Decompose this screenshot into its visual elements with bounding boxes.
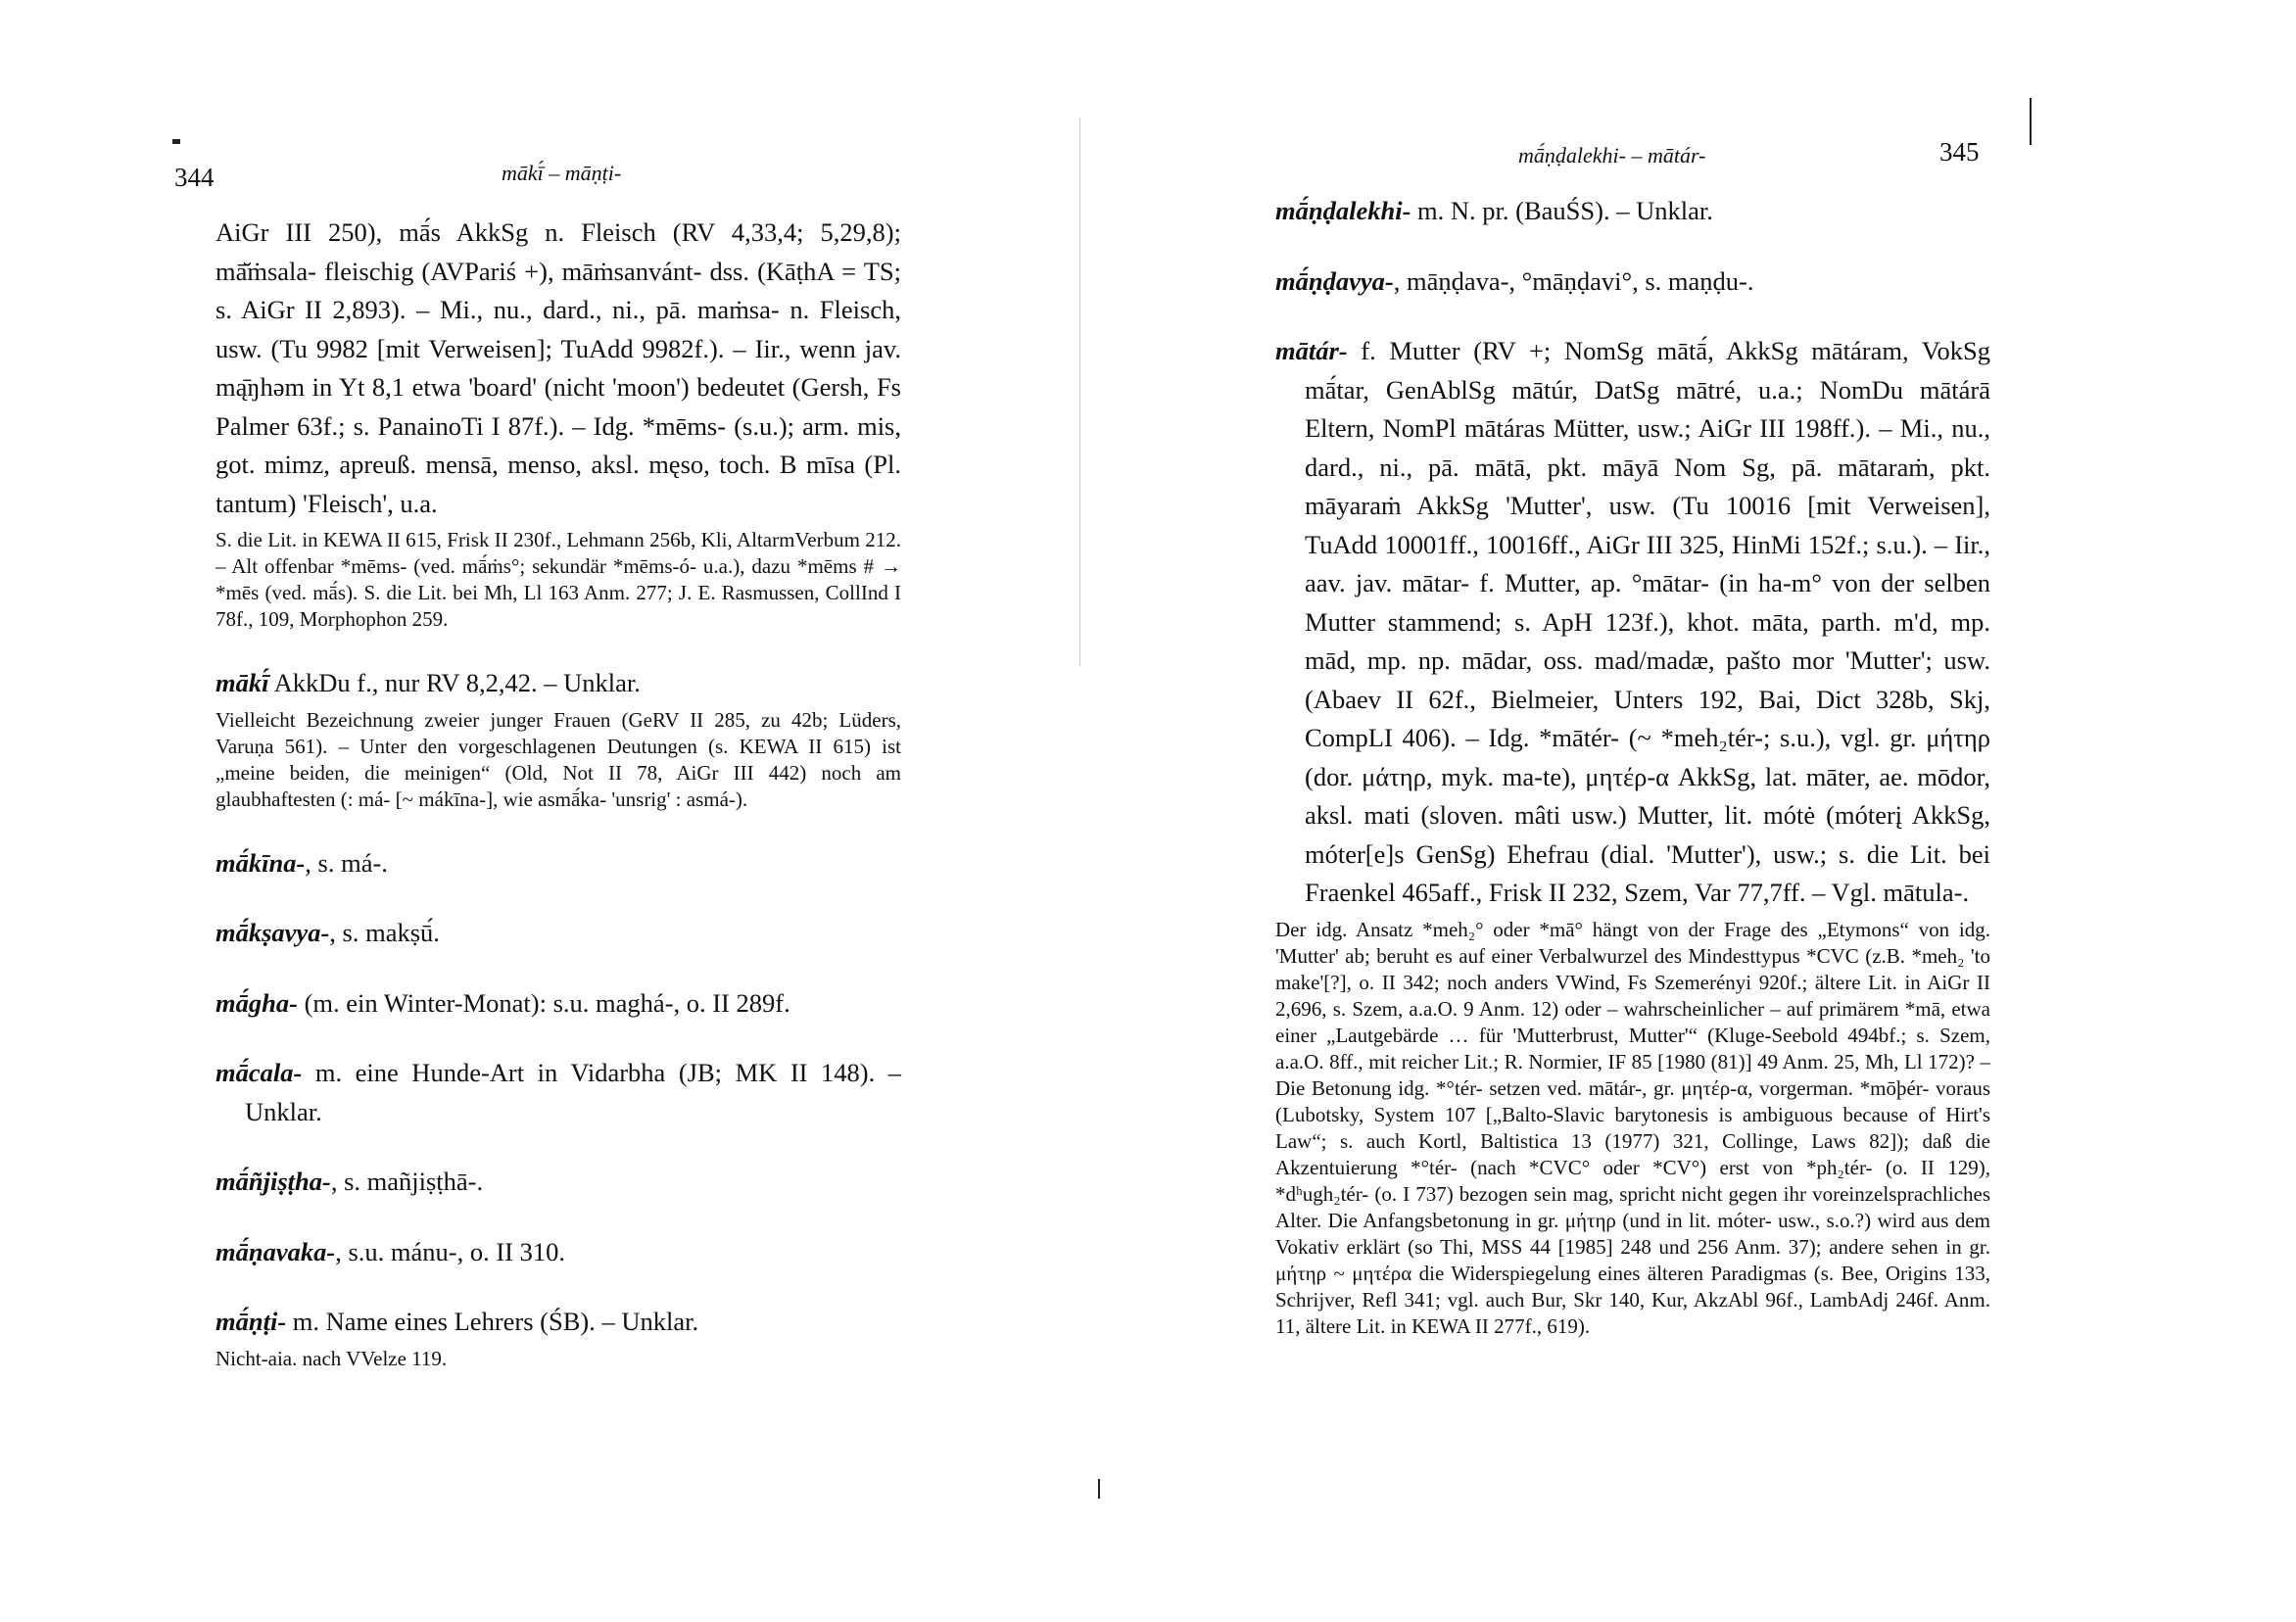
entry-text: f. Mutter (RV +; NomSg mātā́, AkkSg mātáram, VokSg mā́tar, GenAblSg mātúr, DatSg mātré, u.a.; NomDu mātárā Eltern, NomPl mātáras Mütter, usw.; AiGr III 198ff.). – Mi., nu., dard., ni., pā. mātā, pkt. māyā Nom Sg, pā. mātaraṁ, pkt. māyaraṁ AkkSg 'Mutter', usw. (Tu 10016 [mit Verweisen], TuAdd 10001ff., 10016ff., AiGr III 325, HinMi 152f.; s.u.). – Iir., aav. jav. mātar- f. Mutter, ap. °mātar- (in ha-m° von der selben Mutter stammend; s. ApH 123f.), khot. māta, parth. m'd, mp. mād, mp. np. mādar, oss. mad/madæ, pašto mor 'Mutter'; usw. (Abaev II 62f., Bielmeier, Unters 192, Bai, Dict 328b, Skj, CompLI 406). – Idg. *mātér- (~ *meh₂tér-; s.u.), vgl. gr. μήτηρ (dor. μάτηρ, myk. ma-te), μητέρ-α AkkSg, lat. māter, ae. mōdor, aksl. mati (sloven. mâti usw.) Mutter, lit. mótė (móterį AkkSg, móter[e]s GenSg) Ehefrau (dial. 'Mutter'), usw.; s. die Lit. bei Fraenkel 465aff., Frisk II 232, Szem, Var 77,7ff. – Vgl. mātula-. <box>1305 336 1990 907</box>
entry-gap <box>215 633 901 664</box>
dictionary-entry <box>215 1163 901 1202</box>
entry-text: AkkDu f., nur RV 8,2,42. – Unklar. <box>268 668 641 697</box>
dictionary-entry <box>1275 192 1990 231</box>
dictionary-entry <box>1275 332 1990 913</box>
note-paragraph: S. die Lit. in KEWA II 615, Frisk II 230f., Lehmann 256b, Kli, AltarmVerbum 212. – Alt offenbar *mēms- (ved. mā́ṁs°; sekundär *mēms-ó- u.a.), dazu *mēms # → *mēs (ved. mā́s). S. die Lit. bei Mh, Ll 163 Anm. 277; J. E. Rasmussen, CollInd I 78f., 109, Morphophon 259. <box>215 528 901 631</box>
entry-lemma: mā́ṇavaka- <box>215 1236 336 1266</box>
entry-gap <box>215 1023 901 1054</box>
left-page <box>0 0 1117 1622</box>
entry-gap <box>215 953 901 984</box>
entry-lemma: mātár- <box>1275 336 1348 365</box>
entry-lemma: mā́ñjiṣṭha- <box>215 1167 331 1196</box>
entry-lemma: mā́kīna- <box>215 847 306 878</box>
note-paragraph: Vielleicht Bezeichnung zweier junger Frauen (GeRV II 285, zu 42b; Lüders, Varuṇa 561). – Unter den vorgeschlagenen Deutungen (s. KEWA II 615) ist „meine beiden, die meinigen“ (Old, Not II 78, AiGr III 442) noch am glaubhaftesten (: má- [~ mákīna-], wie asmā́ka- 'unsrig' : asmá-). <box>215 707 901 811</box>
entry-text: m. eine Hunde-Art in Vidarbha (JB; MK II 148). – Unklar. <box>245 1058 901 1126</box>
entry-lemma: mā́gha- <box>215 987 298 1018</box>
entry-text: , s. má-. <box>305 847 388 878</box>
entry-gap <box>215 1202 901 1233</box>
entry-text: m. N. pr. (BauŚS). – Unklar. <box>1411 196 1713 225</box>
entry-text: , s.u. mánu-, o. II 310. <box>335 1236 565 1266</box>
dictionary-entry <box>215 664 901 703</box>
note-paragraph: Der idg. Ansatz *meh₂° oder *mā° hängt von der Frage des „Etymons“ von idg. 'Mutter' ab; beruht es auf einer Verbalwurzel des Mindesttypus *CVC (z.B. *meh₂ 'to make'[?], o. II 342; noch anders VWind, Fs Szemerényi 920f.; ältere Lit. in AiGr II 2,696, s. Szem, a.a.O. 9 Anm. 12) oder – wahrscheinlicher – auf primärem *mā, etwa einer „Lautgebärde … für 'Mutterbrust, Mutter'“ (Kluge-Seebold 494bf.; s. Szem, a.a.O. 8ff., mit reicher Lit.; R. Normier, IF 85 [1980 (81)] 49 Anm. 25, Mh, Ll 172)? – Die Betonung idg. *°tér- setzen ved. mātár-, gr. μητέρ-α, vorgerman. *mōþér- voraus (Lubotsky, System 107 [„Balto-Slavic barytonesis is ambiguous because of Hirt's Law“; s. auch Kortl, Baltistica 13 (1977) 321, Collinge, Laws 82]); daß die Akzentuierung *°tér- (nach *CVC° oder *CV°) erst von *ph₂tér- (o. II 129), *dʰugh₂tér- (o. I 737) bezogen sein mag, spricht nicht gegen ihr voreinzelsprachliches Alter. Die Anfangsbetonung in gr. μήτηρ (und in lit. móter- usw., s.o.?) wird aus dem Vokativ erklärt (so Thi, MSS 44 [1985] 248 und 256 Anm. 37); andere sehen in gr. μήτηρ ~ μητέρα die Widerspiegelung eines älteren Paradigmas (s. Bee, Origins 133, Schrijver, Refl 341; vgl. auch Bur, Skr 140, Kur, AkzAbl 96f., LambAdj 246f. Anm. 11, ältere Lit. in KEWA II 277f., 619). <box>1275 917 1990 1338</box>
entry-lemma: mā́ṇḍavya- <box>1275 265 1394 296</box>
entry-lemma: mā́ṇṭi- <box>215 1307 287 1336</box>
entry-gap <box>1275 301 1990 332</box>
page-number: 345 <box>1939 137 1980 167</box>
entry-lemma: mā́cala- <box>215 1058 303 1087</box>
right-body <box>1275 192 1990 1340</box>
entry-text: , māṇḍava-, °māṇḍavi°, s. maṇḍu-. <box>1393 265 1754 296</box>
entry-gap <box>215 813 901 844</box>
dictionary-entry <box>215 984 901 1024</box>
entry-text: m. Name eines Lehrers (ŚB). – Unklar. <box>286 1307 699 1336</box>
dictionary-entry <box>215 1054 901 1131</box>
entry-lemma: mā́kṣavya- <box>215 918 330 947</box>
dictionary-entry <box>215 1233 901 1272</box>
dictionary-entry <box>215 1303 901 1342</box>
running-head: mākī́ – māṇṭi- <box>502 161 622 185</box>
entry-text: , s. mañjiṣṭhā-. <box>330 1167 484 1196</box>
entry-text: (m. ein Winter-Monat): s.u. maghá-, o. II 289f. <box>297 987 790 1018</box>
dictionary-entry <box>215 844 901 883</box>
dictionary-entry <box>1275 262 1990 302</box>
running-head: mā́ṇḍalekhi- – mātár- <box>1518 143 1706 167</box>
left-body <box>215 214 901 1372</box>
continued-paragraph: AiGr III 250), mā́s AkkSg n. Fleisch (RV 4,33,4; 5,29,8); mā̆ṁsala- fleischig (AVPariś +), māṁsanvánt- dss. (KāṭhA = TS; s. AiGr II 2,893). – Mi., nu., dard., ni., pā. maṁsa- n. Fleisch, usw. (Tu 9982 [mit Verweisen]; TuAdd 9982f.). – Iir., wenn jav. mą̄ŋhəm in Yt 8,1 etwa 'board' (nicht 'moon') bedeutet (Gersh, Fs Palmer 63f.; s. PanainoTi I 87f.). – Idg. *mēms- (s.u.); arm. mis, got. mimz, apreuß. mensā, menso, aksl. męso, toch. B mīsa (Pl. tantum) 'Fleisch', u.a. <box>215 217 901 518</box>
page-number: 344 <box>174 163 215 192</box>
entry-lemma: mā́ṇḍalekhi- <box>1275 196 1411 225</box>
entry-lemma: mākī́ <box>215 668 269 697</box>
entry-text: , s. makṣū́. <box>329 918 440 947</box>
right-page <box>1117 0 2296 1622</box>
entry-gap <box>215 883 901 914</box>
entry-gap <box>215 1271 901 1303</box>
dictionary-entry <box>215 914 901 953</box>
entry-gap <box>215 1131 901 1163</box>
note-paragraph: Nicht-aia. nach VVelze 119. <box>215 1346 448 1370</box>
entry-gap <box>1275 231 1990 262</box>
